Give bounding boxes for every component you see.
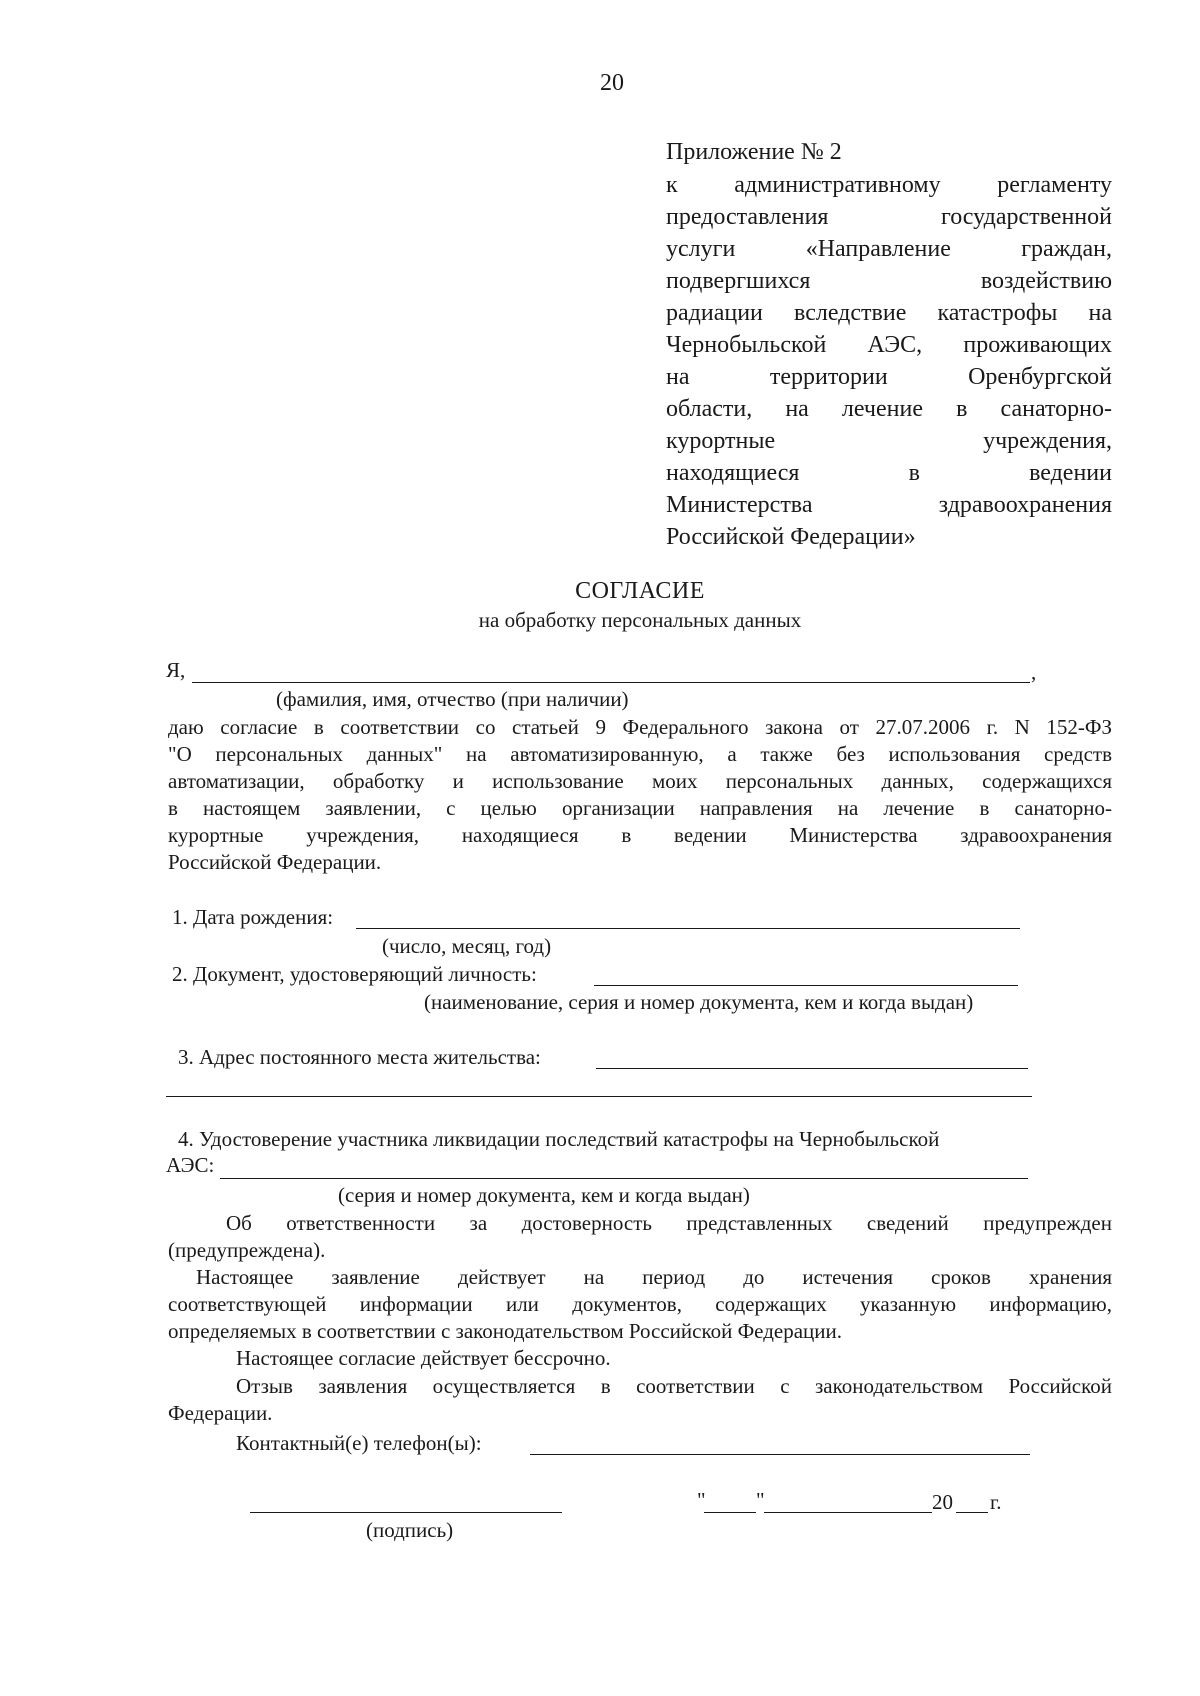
birth-date-hint: (число, месяц, год) [382,934,552,958]
consent-line: автоматизации, обработку и использование моих персональных данных, содержащихся [168,769,1112,793]
signature-hint: (подпись) [366,1518,454,1542]
certificate-label-line-1: 4. Удостоверение участника ликвидации последствий катастрофы на Чернобыльской [178,1127,940,1151]
fio-field-line[interactable] [192,682,1030,683]
date-quote-close: " [756,1488,765,1512]
appendix-line: на территории Оренбургской [666,364,1112,390]
indefinite-text: Настоящее согласие действует бессрочно. [236,1346,611,1370]
fio-suffix: , [1031,660,1037,684]
consent-line: Российской Федерации. [168,850,382,874]
phone-field-line[interactable] [530,1454,1030,1455]
appendix-line: радиации вследствие катастрофы на [666,300,1112,326]
certificate-label-line-2: АЭС: [166,1153,215,1177]
identity-doc-hint: (наименование, серия и номер документа, кем и когда выдан) [424,990,974,1014]
phone-label: Контактный(е) телефон(ы): [236,1431,482,1455]
date-year-suffix: г. [990,1490,1002,1514]
address-label: 3. Адрес постоянного места жительства: [178,1045,541,1069]
validity-line: соответствующей информации или документов, содержащих указанную информацию, [168,1292,1112,1316]
fio-hint: (фамилия, имя, отчество (при наличии) [276,687,629,711]
appendix-line: находящиеся в ведении [666,460,1112,486]
appendix-line: к административному регламенту [666,172,1112,198]
appendix-line: Российской Федерации» [666,524,916,550]
revocation-line: Отзыв заявления осуществляется в соответствии с законодательством Российской [236,1374,1112,1398]
consent-line: даю согласие в соответствии со статьей 9 Федерального закона от 27.07.2006 г. N 152-ФЗ [168,715,1112,739]
date-month-field-line[interactable] [764,1512,932,1513]
birth-date-label: 1. Дата рождения: [172,905,334,929]
certificate-field-line[interactable] [220,1178,1028,1179]
validity-line: определяемых в соответствии с законодательством Российской Федерации. [168,1319,843,1343]
page-number: 20 [600,70,624,96]
document-subtitle: на обработку персональных данных [478,608,802,632]
document-title: СОГЛАСИЕ [575,578,705,604]
certificate-hint: (серия и номер документа, кем и когда выдан) [338,1183,750,1207]
consent-line: в настоящем заявлении, с целью организации направления на лечение в санаторно- [168,796,1112,820]
appendix-line: предоставления государственной [666,204,1112,230]
birth-date-field-line[interactable] [356,928,1020,929]
appendix-line: подвергшихся воздействию [666,268,1112,294]
appendix-line: Министерства здравоохранения [666,492,1112,518]
responsibility-line: (предупреждена). [168,1238,326,1262]
appendix-line: области, на лечение в санаторно- [666,396,1112,422]
appendix-line: услуги «Направление граждан, [666,236,1112,262]
date-day-field-line[interactable] [704,1512,756,1513]
consent-line: "О персональных данных" на автоматизированную, а также без использования средств [168,742,1112,766]
responsibility-paragraph [168,1210,1112,1264]
date-year-prefix: 20 [932,1490,953,1514]
revocation-line: Федерации. [168,1401,273,1425]
revocation-paragraph [168,1373,1112,1427]
validity-line: Настоящее заявление действует на период до истечения сроков хранения [196,1265,1112,1289]
identity-doc-field-line[interactable] [594,985,1018,986]
consent-paragraph [168,714,1112,876]
signature-field-line[interactable] [250,1512,562,1513]
date-quote-open: " [697,1488,706,1512]
validity-paragraph [168,1264,1112,1345]
date-year-field-line[interactable] [956,1512,988,1513]
responsibility-line: Об ответственности за достоверность представленных сведений предупрежден [226,1211,1112,1235]
appendix-title: Приложение № 2 [666,139,842,165]
appendix-line: Чернобыльской АЭС, проживающих [666,332,1112,358]
fio-prefix: Я, [166,658,186,682]
appendix-block [666,136,1112,553]
address-field-line-1[interactable] [596,1068,1028,1069]
identity-doc-label: 2. Документ, удостоверяющий личность: [172,962,537,986]
consent-line: курортные учреждения, находящиеся в ведении Министерства здравоохранения [168,823,1112,847]
appendix-line: курортные учреждения, [666,428,1112,454]
address-field-line-2[interactable] [166,1096,1032,1097]
